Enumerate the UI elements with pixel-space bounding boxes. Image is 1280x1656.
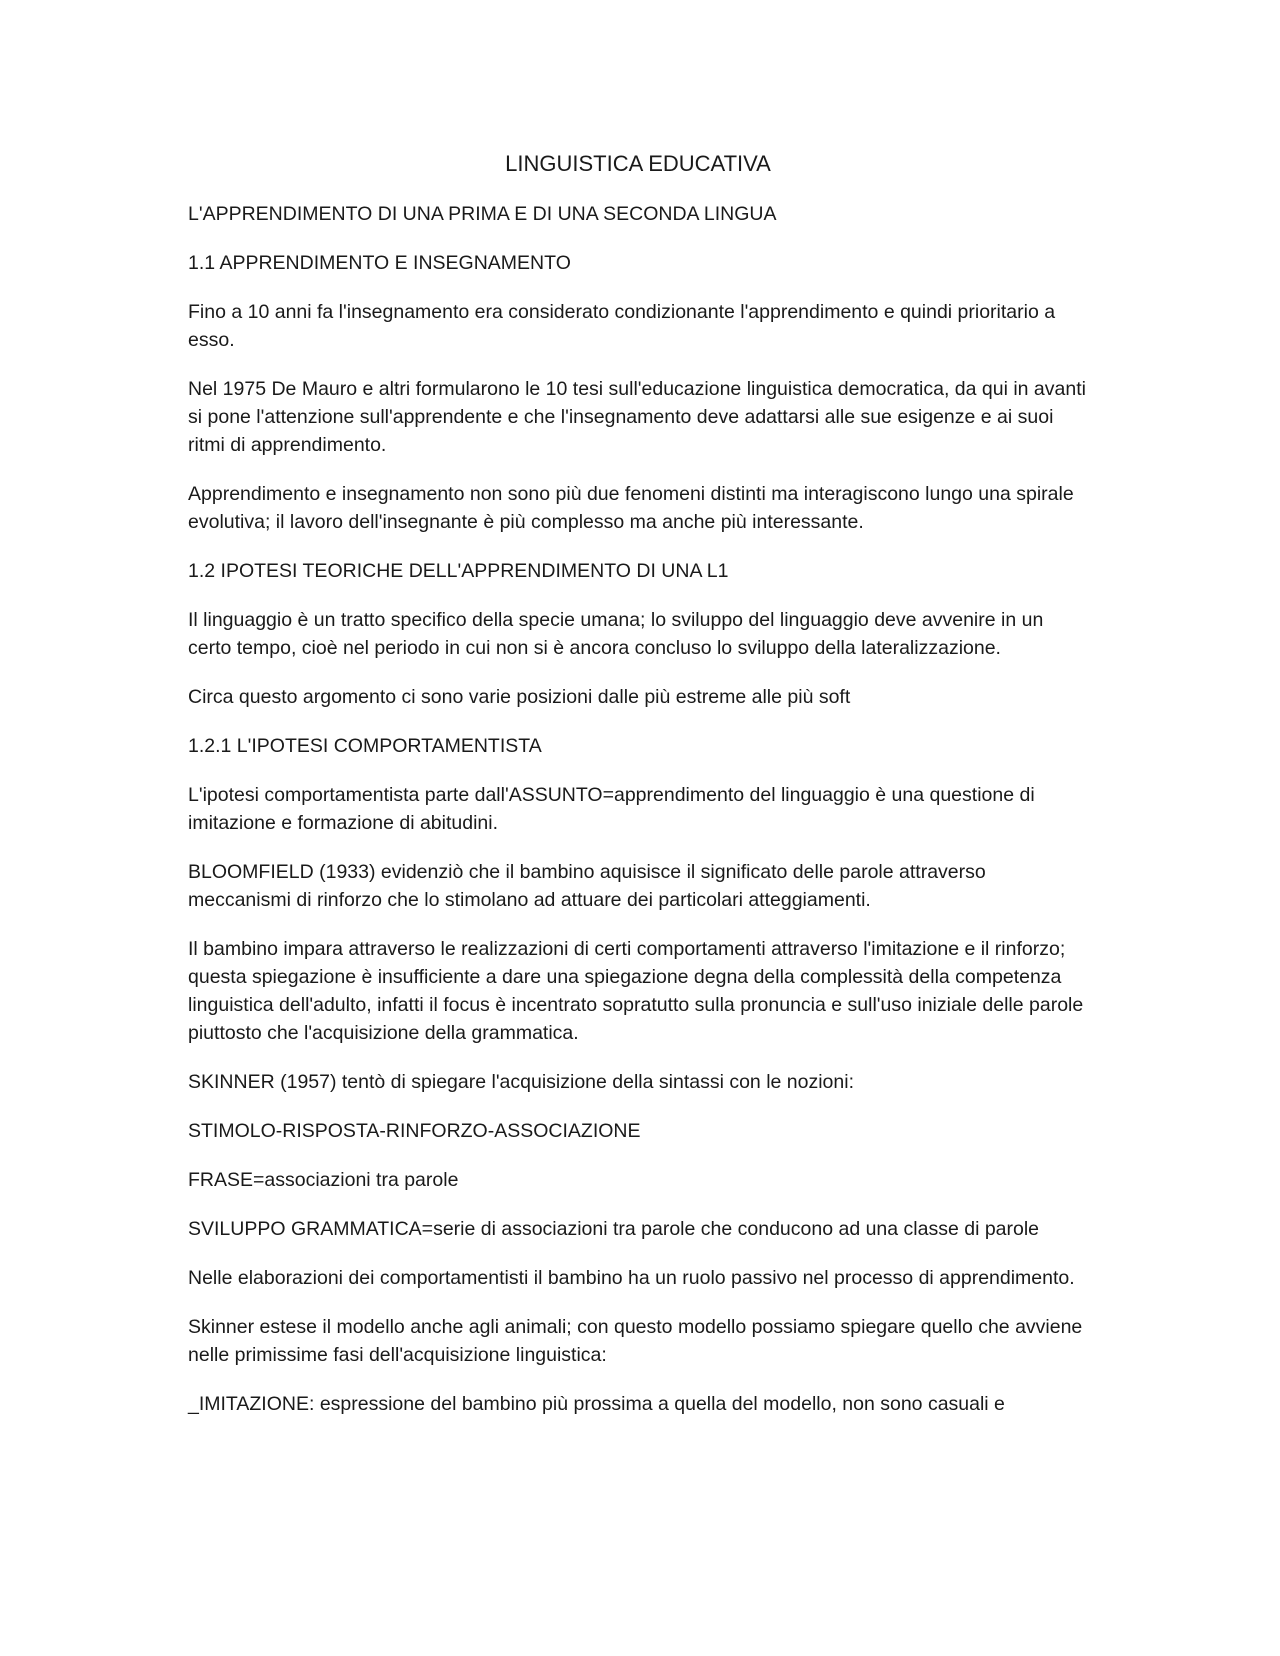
body-paragraph: Nelle elaborazioni dei comportamentisti il bambino ha un ruolo passivo nel processo di apprendimento. [188, 1267, 1075, 1289]
body-paragraph: SKINNER (1957) tentò di spiegare l'acquisizione della sintassi con le nozioni: [188, 1071, 854, 1093]
body-paragraph: _IMITAZIONE: espressione del bambino più prossima a quella del modello, non sono casuali e [188, 1393, 1005, 1415]
body-paragraph: L'ipotesi comportamentista parte dall'ASSUNTO=apprendimento del linguaggio è una questione di imitazione e formazione di abitudini. [188, 784, 1035, 834]
subsection-heading: 1.2.1 L'IPOTESI COMPORTAMENTISTA [188, 735, 542, 757]
body-paragraph: Il linguaggio è un tratto specifico della specie umana; lo sviluppo del linguaggio deve avvenire in un certo tempo, cioè nel periodo in cui non si è ancora concluso lo sviluppo della lateralizzazione. [188, 609, 1044, 659]
document-body [188, 150, 1088, 1439]
body-paragraph: STIMOLO-RISPOSTA-RINFORZO-ASSOCIAZIONE [188, 1120, 641, 1142]
subsection-heading: 1.1 APPRENDIMENTO E INSEGNAMENTO [188, 252, 571, 274]
body-paragraph: Skinner estese il modello anche agli animali; con questo modello possiamo spiegare quello che avviene nelle primissime fasi dell'acquisizione linguistica: [188, 1316, 1083, 1366]
section-heading: L'APPRENDIMENTO DI UNA PRIMA E DI UNA SECONDA LINGUA [188, 203, 777, 225]
body-paragraph: Circa questo argomento ci sono varie posizioni dalle più estreme alle più soft [188, 686, 851, 708]
body-paragraph: Apprendimento e insegnamento non sono più due fenomeni distinti ma interagiscono lungo una spirale evolutiva; il lavoro dell'insegnante è più complesso ma anche più interessante. [188, 483, 1074, 533]
subsection-heading: 1.2 IPOTESI TEORICHE DELL'APPRENDIMENTO DI UNA L1 [188, 560, 729, 582]
body-paragraph: SVILUPPO GRAMMATICA=serie di associazioni tra parole che conducono ad una classe di parole [188, 1218, 1040, 1240]
body-paragraph: Il bambino impara attraverso le realizzazioni di certi comportamenti attraverso l'imitazione e il rinforzo; questa spiegazione è insufficiente a dare una spiegazione degna della complessità della competenza linguistica dell'adulto, infatti il focus è incentrato sopratutto sulla pronuncia e sull'uso iniziale delle parole piuttosto che l'acquisizione della grammatica. [188, 938, 1084, 1044]
body-paragraph: BLOOMFIELD (1933) evidenziò che il bambino aquisisce il significato delle parole attraverso meccanismi di rinforzo che lo stimolano ad attuare dei particolari atteggiamenti. [188, 861, 986, 911]
body-paragraph: Nel 1975 De Mauro e altri formularono le 10 tesi sull'educazione linguistica democratica, da qui in avanti si pone l'attenzione sull'apprendente e che l'insegnamento deve adattarsi alle sue esigenze e ai suoi ritmi di apprendimento. [188, 378, 1086, 456]
document-title: LINGUISTICA EDUCATIVA [505, 151, 771, 176]
body-paragraph: Fino a 10 anni fa l'insegnamento era considerato condizionante l'apprendimento e quindi prioritario a esso. [188, 301, 1056, 351]
body-paragraph: FRASE=associazioni tra parole [188, 1169, 459, 1191]
